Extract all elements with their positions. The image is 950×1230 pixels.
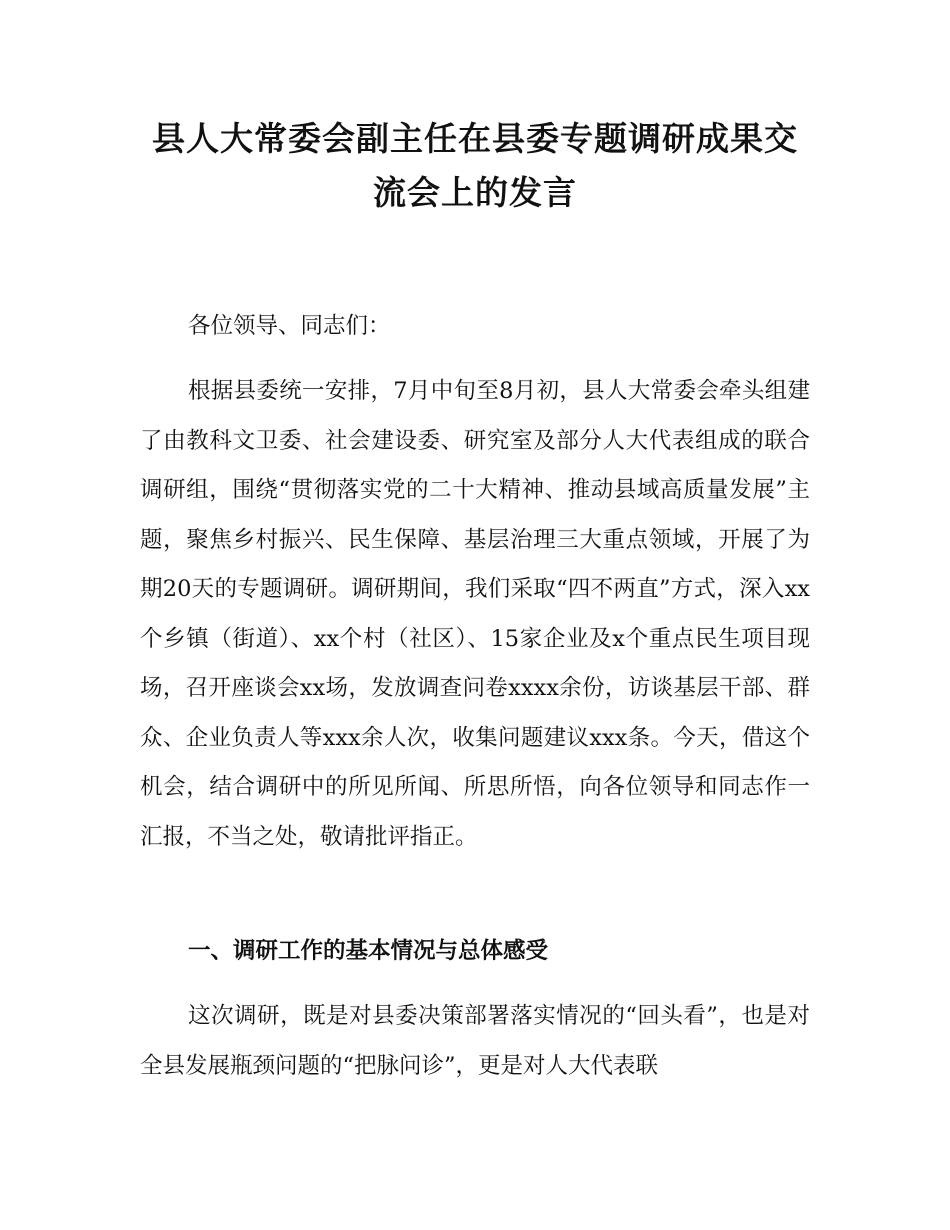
document-title: 县人大常委会副主任在县委专题调研成果交流会上的发言 — [152, 119, 798, 212]
section-heading-1: 一、调研工作的基本情况与总体感受 — [188, 938, 549, 964]
salutation: 各位领导、同志们： — [188, 313, 391, 339]
paragraph-section-1: 这次调研，既是对县委决策部署落实情况的“回头看”，也是对全县发展瓶颈问题的“把脉问诊”，更是对人大代表联 — [140, 1003, 810, 1079]
paragraph-intro: 根据县委统一安排，7月中旬至8月初，县人大常委会牵头组建了由教科文卫委、社会建设委、研究室及部分人大代表组成的联合调研组，围绕“贯彻落实党的二十大精神、推动县域高质量发展”主题，聚焦乡村振兴、民生保障、基层治理三大重点领域，开展了为期20天的专题调研。调研期间，我们采取“四不两直”方式，深入xx个乡镇（街道）、xx个村（社区）、15家企业及x个重点民生项目现场，召开座谈会xx场，发放调查问卷xxxx余份，访谈基层干部、群众、企业负责人等xxx余人次，收集问题建议xxx条。今天，借这个机会，结合调研中的所见所闻、所思所悟，向各位领导和同志作一汇报，不当之处，敬请批评指正。 — [140, 378, 810, 850]
